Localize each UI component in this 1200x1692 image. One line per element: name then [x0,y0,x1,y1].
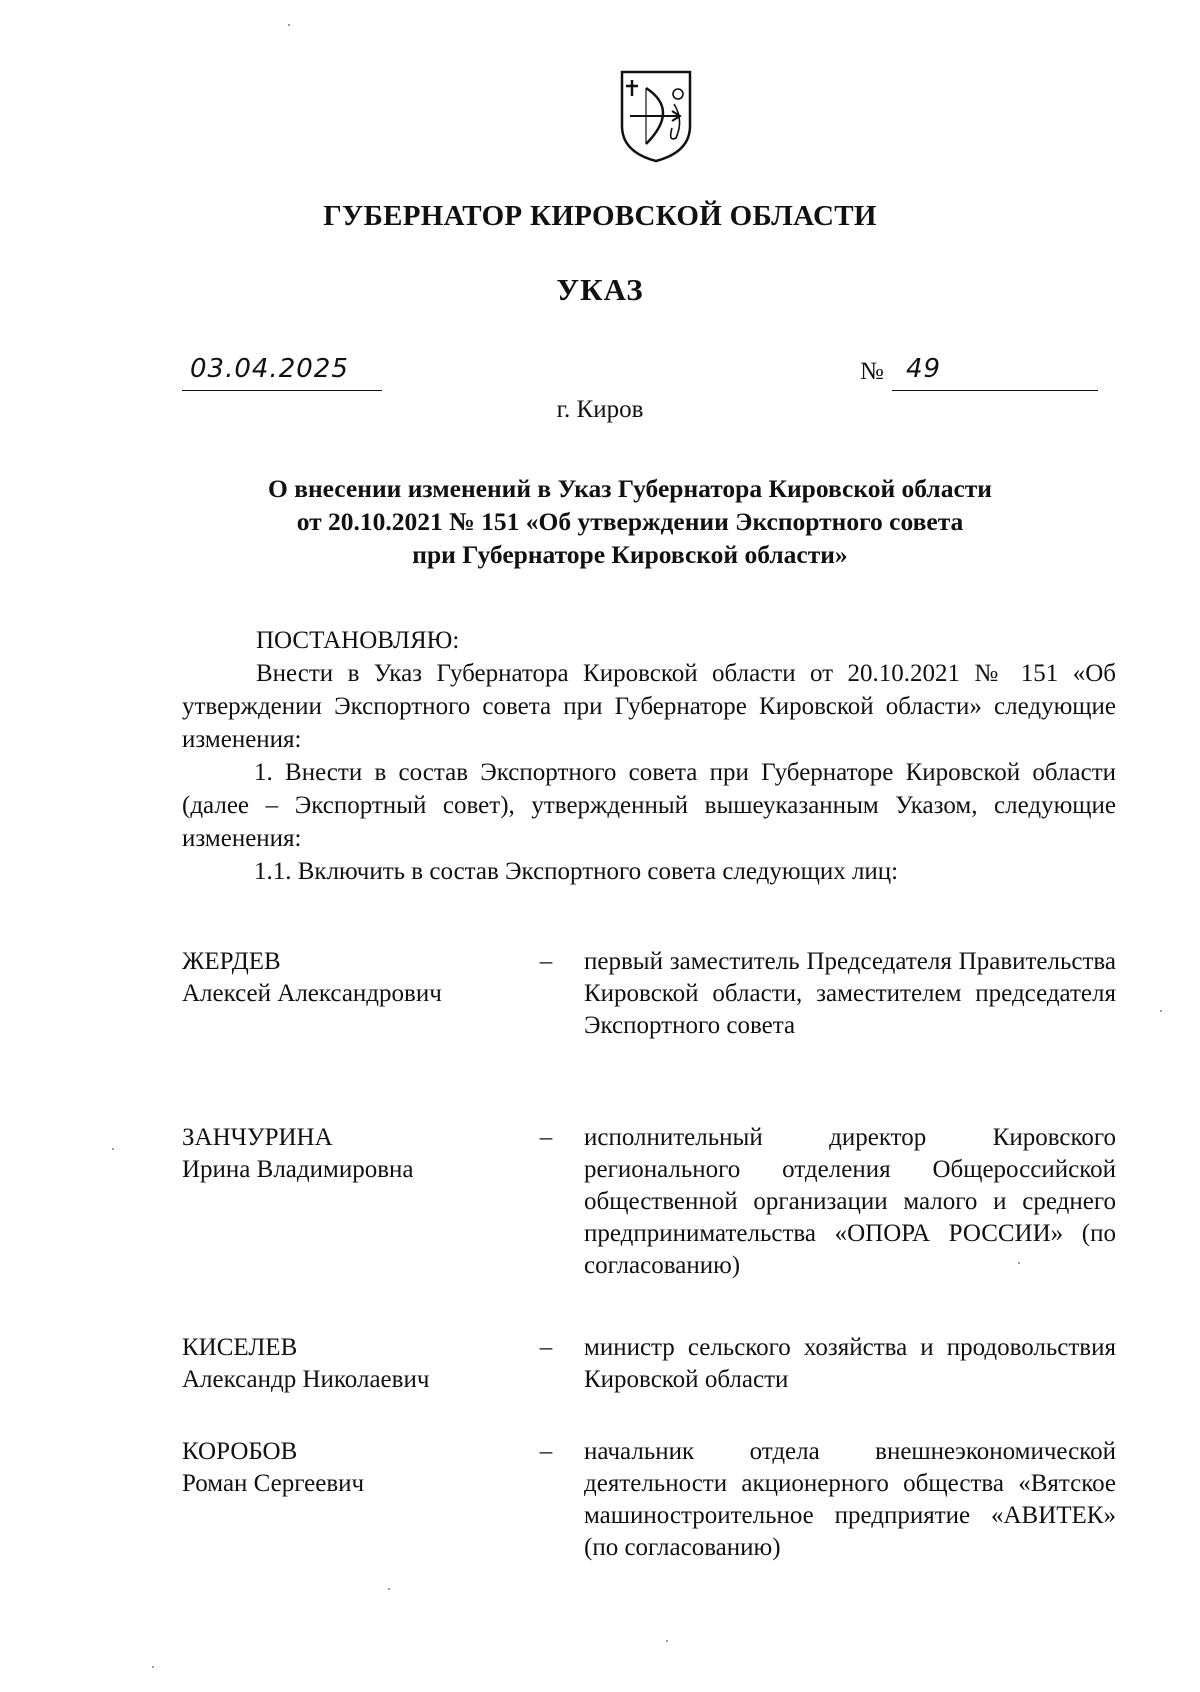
number-field [892,356,1098,391]
member-name [182,946,522,1010]
member-name [182,1332,522,1396]
decree-date: 03.04.2025 [190,354,349,384]
title-line: при Губернаторе Кировской области» [412,540,848,569]
scan-speck [1018,1262,1020,1264]
member-name [182,1122,522,1186]
member-dash: – [539,1334,553,1361]
member-surname: КОРОБОВ [182,1438,298,1465]
member-given-names: Роман Сергеевич [182,1470,365,1497]
member-given-names: Ирина Владимировна [182,1156,414,1183]
scan-speck [666,1640,668,1642]
member-dash: – [539,1124,553,1151]
document-title [230,472,1030,571]
decree-word: ПОСТАНОВЛЯЮ: [256,627,460,654]
scan-speck [1160,1010,1162,1012]
decree-number: 49 [906,354,942,384]
issuing-authority: ГУБЕРНАТОР КИРОВСКОЙ ОБЛАСТИ [323,200,877,232]
document-body [182,624,1116,888]
scan-speck [388,1588,390,1590]
document-type: УКАЗ [556,272,644,307]
member-dash: – [539,1438,553,1465]
member-role: министр сельского хозяйства и продовольствия Кировской области [584,1334,1116,1393]
scan-speck [288,24,290,26]
member-given-names: Александр Николаевич [182,1366,430,1393]
member-role: исполнительный директор Кировского регионального отделения Общероссийской общественной организации малого и среднего предпринимательства «ОПОРА РОССИИ» (по согласованию) [584,1124,1116,1279]
item-1-paragraph: 1. Внести в состав Экспортного совета при Губернаторе Кировской области (далее – Экспортный совет), утвержденный вышеуказанным Указом, следующие изменения: [182,759,1116,852]
scan-speck [112,1148,114,1150]
issue-city: г. Киров [556,396,644,423]
intro-paragraph: Внести в Указ Губернатора Кировской области от 20.10.2021 № 151 «Об утверждении Экспортного совета при Губернаторе Кировской области» следующие изменения: [182,660,1116,753]
number-label: № [860,358,884,385]
scan-speck [152,1666,154,1668]
member-surname: ЖЕРДЕВ [182,948,281,975]
member-given-names: Алексей Александрович [182,980,442,1007]
kirov-coat-of-arms-icon [618,68,694,164]
member-name [182,1436,522,1500]
title-line: О внесении изменений в Указ Губернатора Кировской области [268,474,992,503]
member-surname: КИСЕЛЕВ [182,1334,298,1361]
date-field [182,356,382,391]
member-dash: – [539,948,553,975]
member-role: начальник отдела внешнеэкономической деятельности акционерного общества «Вятское машиностроительное предприятие «АВИТЕК» (по согласованию) [584,1438,1116,1561]
member-surname: ЗАНЧУРИНА [182,1124,333,1151]
title-line: от 20.10.2021 № 151 «Об утверждении Экспортного совета [296,507,964,536]
item-1-1-paragraph: 1.1. Включить в состав Экспортного совета следующих лиц: [254,858,899,885]
member-role: первый заместитель Председателя Правительства Кировской области, заместителем председателя Экспортного совета [584,948,1116,1039]
